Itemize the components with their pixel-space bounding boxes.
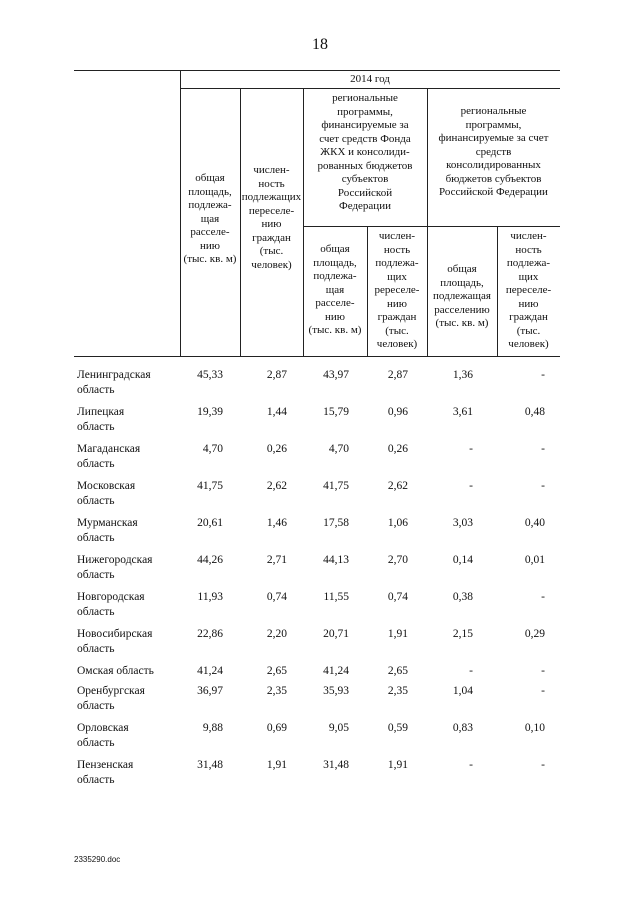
total-area-value: 31,48 xyxy=(197,759,223,771)
total-people-value: 1,46 xyxy=(266,517,287,529)
budget-area-value: - xyxy=(469,443,473,455)
fund-area-value: 41,75 xyxy=(323,480,349,492)
total-area-value: 41,75 xyxy=(197,480,223,492)
total-area-value: 4,70 xyxy=(202,443,223,455)
budget-area-value: 3,61 xyxy=(452,406,473,418)
fund-area-value: 9,05 xyxy=(328,722,349,734)
budget-area-value: 1,36 xyxy=(452,369,473,381)
fund-area-value: 44,13 xyxy=(323,554,349,566)
budget-area-value: 0,38 xyxy=(452,591,473,603)
fund-people-value: 1,91 xyxy=(387,628,408,640)
total-people-value: 2,62 xyxy=(266,480,287,492)
budget-area-value: 2,15 xyxy=(452,628,473,640)
total-people-value: 2,20 xyxy=(266,628,287,640)
total-area-value: 36,97 xyxy=(197,685,223,697)
fund-people-value: 2,65 xyxy=(387,665,408,677)
total-people-value: 2,65 xyxy=(266,665,287,677)
header-year: 2014 год xyxy=(350,73,390,85)
header-fund-programs: региональные программы, финансируемые за счет средств Фонда ЖКХ и консолиди- рованных бюджетов субъектов Российской Федерации xyxy=(317,92,413,212)
budget-people-value: 0,29 xyxy=(524,628,545,640)
region-name: Новосибирская область xyxy=(77,628,153,655)
budget-area-value: - xyxy=(469,759,473,771)
total-people-value: 0,69 xyxy=(266,722,287,734)
fund-area-value: 35,93 xyxy=(323,685,349,697)
region-name: Нижегородская область xyxy=(77,554,153,581)
fund-people-value: 1,06 xyxy=(387,517,408,529)
fund-people-value: 2,35 xyxy=(387,685,408,697)
total-area-value: 19,39 xyxy=(197,406,223,418)
total-area-value: 11,93 xyxy=(197,591,223,603)
budget-people-value: 0,01 xyxy=(524,554,545,566)
total-area-value: 22,86 xyxy=(197,628,223,640)
total-people-value: 2,87 xyxy=(266,369,287,381)
document-filename: 2335290.doc xyxy=(74,855,121,864)
fund-area-value: 17,58 xyxy=(323,517,349,529)
total-area-value: 44,26 xyxy=(197,554,223,566)
budget-people-value: 0,10 xyxy=(524,722,545,734)
fund-area-value: 4,70 xyxy=(328,443,349,455)
total-area-value: 9,88 xyxy=(202,722,223,734)
budget-people-value: - xyxy=(541,685,545,697)
header-total-people: числен- ность подлежащих переселе- нию граждан (тыс. человек) xyxy=(241,164,302,271)
budget-people-value: 0,48 xyxy=(524,406,545,418)
total-people-value: 0,26 xyxy=(266,443,287,455)
region-name: Орловская область xyxy=(77,722,129,749)
region-name: Магаданская область xyxy=(77,443,141,470)
fund-area-value: 41,24 xyxy=(323,665,349,677)
budget-people-value: - xyxy=(541,591,545,603)
budget-people-value: - xyxy=(541,443,545,455)
budget-area-value: 3,03 xyxy=(452,517,473,529)
fund-people-value: 2,70 xyxy=(387,554,408,566)
total-area-value: 20,61 xyxy=(197,517,223,529)
budget-area-value: 0,83 xyxy=(452,722,473,734)
budget-people-value: - xyxy=(541,369,545,381)
header-budget-people: числен- ность подлежа- щих переселе- нию граждан (тыс. человек) xyxy=(505,230,552,350)
page-number: 18 xyxy=(312,36,328,53)
fund-people-value: 1,91 xyxy=(387,759,408,771)
total-people-value: 2,71 xyxy=(266,554,287,566)
total-area-value: 41,24 xyxy=(197,665,223,677)
fund-people-value: 2,62 xyxy=(387,480,408,492)
fund-area-value: 11,55 xyxy=(323,591,349,603)
fund-area-value: 15,79 xyxy=(323,406,349,418)
region-name: Омская область xyxy=(77,665,154,677)
fund-people-value: 0,96 xyxy=(387,406,408,418)
fund-people-value: 0,74 xyxy=(387,591,408,603)
total-area-value: 45,33 xyxy=(197,369,223,381)
fund-area-value: 43,97 xyxy=(323,369,349,381)
header-budget-area: общая площадь, подлежащая расселению (тыс. кв. м) xyxy=(433,263,491,329)
region-name: Московская область xyxy=(77,480,136,507)
budget-people-value: - xyxy=(541,759,545,771)
fund-people-value: 2,87 xyxy=(387,369,408,381)
budget-people-value: 0,40 xyxy=(524,517,545,529)
header-fund-area: общая площадь, подлежа- щая расселе- нию (тыс. кв. м) xyxy=(308,243,362,336)
region-name: Липецкая область xyxy=(77,406,125,433)
budget-people-value: - xyxy=(541,665,545,677)
budget-area-value: - xyxy=(469,480,473,492)
header-budget-programs: региональные программы, финансируемые за счет средств консолидированных бюджетов субъектов Российской Федерации xyxy=(438,105,549,198)
budget-area-value: 1,04 xyxy=(452,685,473,697)
header-total-area: общая площадь, подлежа- щая расселе- нию (тыс. кв. м) xyxy=(183,172,237,265)
budget-people-value: - xyxy=(541,480,545,492)
fund-area-value: 20,71 xyxy=(323,628,349,640)
header-fund-people: числен- ность подлежа- щих pереселе- нию граждан (тыс. человек) xyxy=(374,230,420,350)
fund-people-value: 0,59 xyxy=(387,722,408,734)
budget-area-value: - xyxy=(469,665,473,677)
fund-area-value: 31,48 xyxy=(323,759,349,771)
region-name: Мурманская область xyxy=(77,517,138,544)
budget-area-value: 0,14 xyxy=(452,554,473,566)
region-name: Новгородская область xyxy=(77,591,145,618)
total-people-value: 1,44 xyxy=(266,406,287,418)
region-name: Ленинградская область xyxy=(77,369,151,396)
total-people-value: 1,91 xyxy=(266,759,287,771)
fund-people-value: 0,26 xyxy=(387,443,408,455)
total-people-value: 2,35 xyxy=(266,685,287,697)
region-name: Пензенская область xyxy=(77,759,134,786)
total-people-value: 0,74 xyxy=(266,591,287,603)
region-name: Оренбургская область xyxy=(77,685,145,712)
